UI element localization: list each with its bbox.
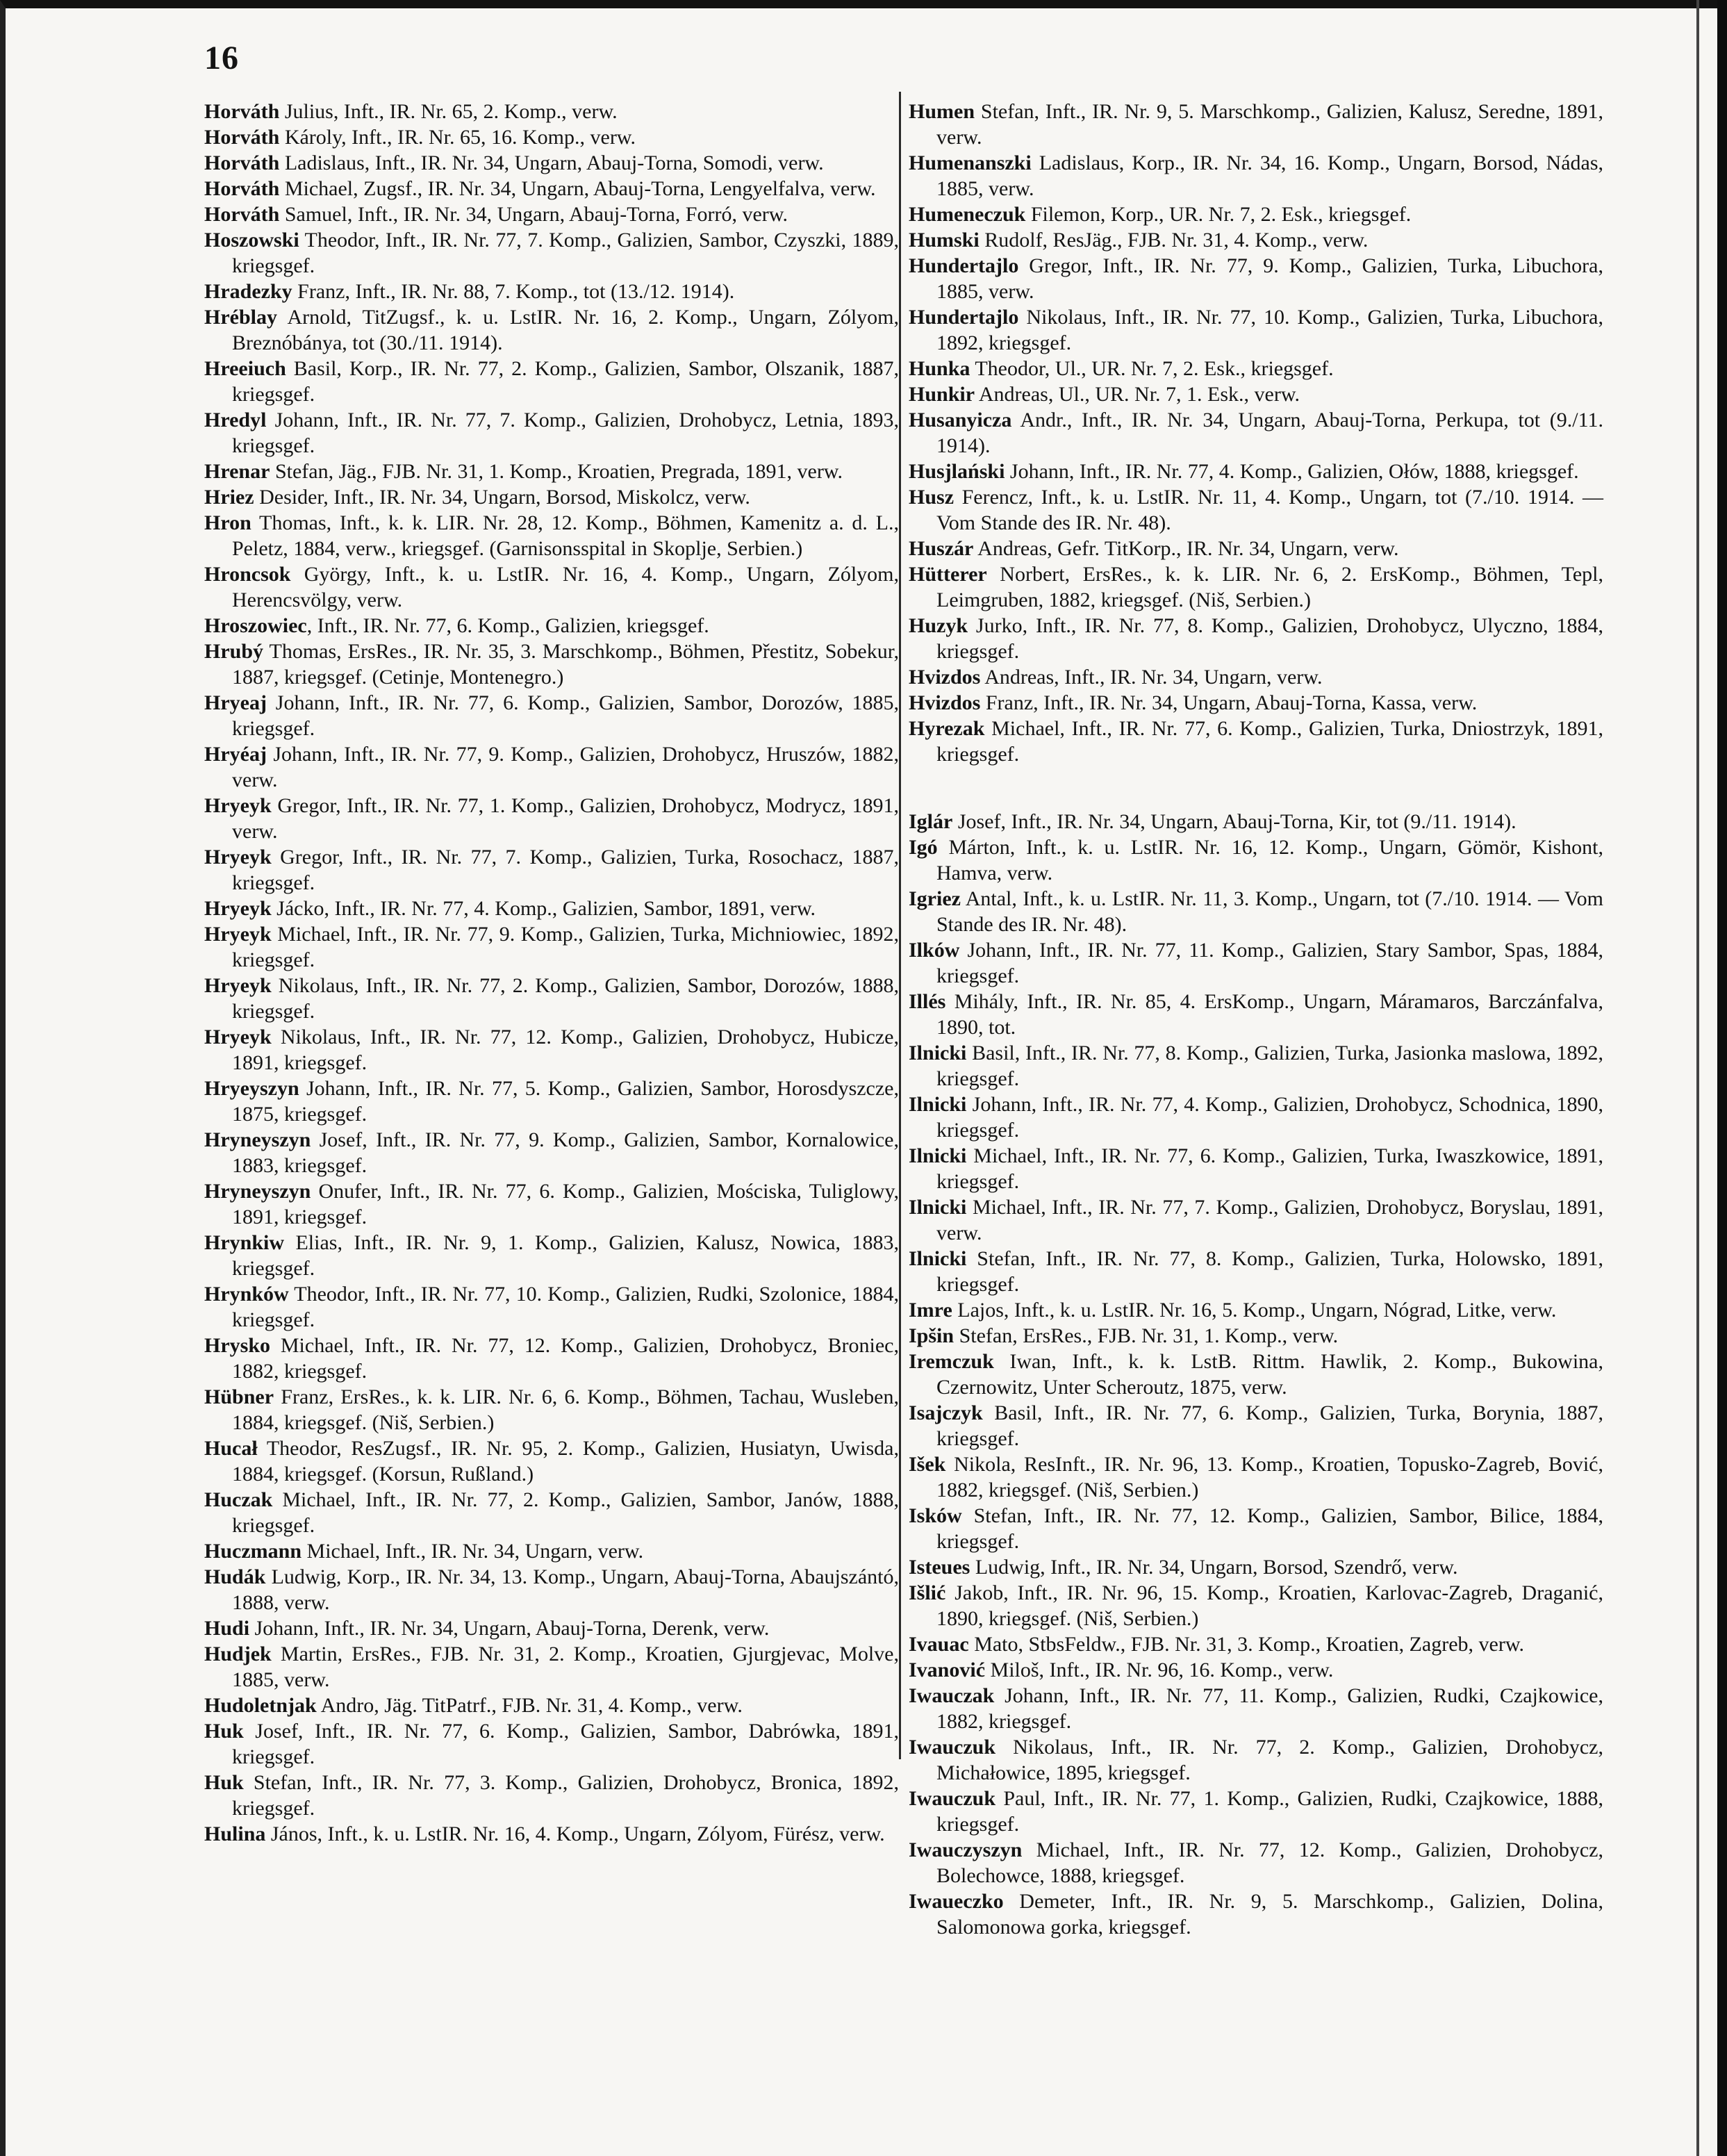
entry-details: Nikola, ResInft., IR. Nr. 96, 13. Komp., Kroatien, Topusko-Zagreb, Bović, 1882, kriegsgef. (Niš, Serbien.) — [936, 1453, 1603, 1501]
right-column — [909, 99, 1603, 1940]
list-item — [204, 1718, 899, 1770]
entry-surname: Horváth — [204, 100, 280, 123]
list-item — [204, 356, 899, 407]
entry-surname: Ivauac — [909, 1633, 969, 1656]
entry-details: Miloš, Inft., IR. Nr. 96, 16. Komp., verw. — [985, 1659, 1334, 1681]
column-divider — [899, 92, 901, 1759]
list-item — [204, 99, 899, 124]
list-item — [204, 227, 899, 279]
entry-surname: Hudák — [204, 1565, 266, 1588]
entry-surname: Iwauczak — [909, 1684, 995, 1707]
list-item — [909, 1143, 1603, 1194]
entry-details: Norbert, ErsRes., k. k. LIR. Nr. 6, 2. ErsKomp., Böhmen, Tepl, Leimgruben, 1882, kriegsgef. (Niš, Serbien.) — [936, 563, 1603, 611]
entry-details: Michael, Inft., IR. Nr. 77, 6. Komp., Galizien, Turka, Dniostrzyk, 1891, kriegsgef. — [936, 717, 1603, 766]
list-item — [909, 1554, 1603, 1580]
entry-surname: Huszár — [909, 537, 974, 560]
list-item — [909, 150, 1603, 201]
list-item — [909, 1297, 1603, 1323]
entry-surname: Hréblay — [204, 306, 277, 329]
entry-details: Stefan, Inft., IR. Nr. 9, 5. Marschkomp., Galizien, Kalusz, Seredne, 1891, verw. — [936, 100, 1603, 149]
entry-surname: Hryeyk — [204, 846, 272, 869]
list-item — [909, 304, 1603, 356]
entry-surname: Iwauczyszyn — [909, 1838, 1023, 1861]
entry-surname: Ilnicki — [909, 1247, 967, 1270]
entry-surname: Ivanović — [909, 1659, 986, 1681]
entry-surname: Hryeyszyn — [204, 1077, 299, 1100]
entry-surname: Hundertajlo — [909, 306, 1019, 329]
entry-details: Michael, Inft., IR. Nr. 34, Ungarn, verw. — [301, 1540, 644, 1563]
entry-surname: Hrenar — [204, 460, 270, 483]
list-item — [909, 381, 1603, 407]
entry-surname: Husz — [909, 486, 955, 509]
entry-surname: Humski — [909, 229, 980, 252]
entry-details: Antal, Inft., k. u. LstIR. Nr. 11, 3. Komp., Ungarn, tot (7./10. 1914. — Vom Stande des IR. Nr. 48). — [936, 887, 1603, 936]
entry-surname: Huzyk — [909, 614, 968, 637]
entry-surname: Iglár — [909, 810, 953, 833]
entry-surname: Huk — [204, 1720, 244, 1743]
entry-details: Josef, Inft., IR. Nr. 34, Ungarn, Abauj-Torna, Kir, tot (9./11. 1914). — [952, 810, 1517, 833]
entry-details: Johann, Inft., IR. Nr. 77, 11. Komp., Galizien, Stary Sambor, Spas, 1884, kriegsgef. — [936, 939, 1603, 987]
entry-surname: Hriez — [204, 486, 254, 509]
entry-details: Gregor, Inft., IR. Nr. 77, 7. Komp., Galizien, Turka, Rosochacz, 1887, kriegsgef. — [232, 846, 899, 894]
entry-details: Michael, Inft., IR. Nr. 77, 9. Komp., Galizien, Turka, Michniowiec, 1892, kriegsgef. — [232, 923, 899, 971]
list-item — [204, 639, 899, 690]
list-item — [909, 1323, 1603, 1349]
entry-surname: Hryeyk — [204, 923, 272, 946]
list-item — [204, 1770, 899, 1821]
entry-details: Michael, Inft., IR. Nr. 77, 2. Komp., Galizien, Sambor, Janów, 1888, kriegsgef. — [232, 1488, 899, 1537]
entry-details: Andr., Inft., IR. Nr. 34, Ungarn, Abauj-Torna, Perkupa, tot (9./11. 1914). — [936, 409, 1603, 457]
list-item — [909, 664, 1603, 690]
list-item — [909, 1888, 1603, 1940]
entry-surname: Ilnicki — [909, 1144, 967, 1167]
list-item — [909, 1734, 1603, 1786]
entry-surname: Ipšin — [909, 1324, 955, 1347]
list-item — [909, 690, 1603, 716]
list-item — [909, 99, 1603, 150]
list-item — [204, 1024, 899, 1076]
list-item — [204, 176, 899, 201]
entry-surname: Hryeyk — [204, 794, 272, 817]
entry-surname: Huczmann — [204, 1540, 302, 1563]
entry-surname: Husanyicza — [909, 409, 1012, 431]
entry-surname: Iremczuk — [909, 1350, 994, 1373]
scan-border-right — [1717, 0, 1727, 2156]
entry-details: , Inft., IR. Nr. 77, 6. Komp., Galizien, kriegsgef. — [306, 614, 709, 637]
entry-surname: Hredyl — [204, 409, 267, 431]
entry-details: Nikolaus, Inft., IR. Nr. 77, 2. Komp., Galizien, Drohobycz, Michałowice, 1895, kriegsgef. — [936, 1736, 1603, 1784]
entry-surname: Hreeiuch — [204, 357, 286, 380]
entry-details: Desider, Inft., IR. Nr. 34, Ungarn, Borsod, Miskolcz, verw. — [254, 486, 750, 509]
entry-surname: Hryneyszyn — [204, 1128, 311, 1151]
entry-surname: Horváth — [204, 203, 280, 226]
entry-details: Stefan, ErsRes., FJB. Nr. 31, 1. Komp., verw. — [954, 1324, 1339, 1347]
entry-surname: Hrubý — [204, 640, 264, 663]
list-item — [204, 459, 899, 484]
scan-border-line — [1696, 0, 1699, 2156]
entry-surname: Imre — [909, 1299, 952, 1322]
entry-surname: Iwauczuk — [909, 1787, 996, 1810]
list-item — [204, 1333, 899, 1384]
entry-details: Elias, Inft., IR. Nr. 9, 1. Komp., Galizien, Kalusz, Nowica, 1883, kriegsgef. — [232, 1231, 899, 1280]
entry-surname: Igó — [909, 836, 938, 859]
entry-surname: Hudjek — [204, 1643, 272, 1665]
entry-surname: Hyrezak — [909, 717, 985, 740]
entry-surname: Hunkir — [909, 383, 975, 406]
entry-surname: Hudi — [204, 1617, 250, 1640]
entry-surname: Ilnicki — [909, 1093, 967, 1116]
entry-details: Ladislaus, Inft., IR. Nr. 34, Ungarn, Abauj-Torna, Somodi, verw. — [279, 151, 824, 174]
entry-details: Ludwig, Inft., IR. Nr. 34, Ungarn, Borsod, Szendrő, verw. — [970, 1556, 1458, 1579]
entry-details: Andro, Jäg. TitPatrf., FJB. Nr. 31, 4. Komp., verw. — [316, 1694, 743, 1717]
entry-surname: Hryeyk — [204, 897, 272, 920]
entry-details: Paul, Inft., IR. Nr. 77, 1. Komp., Galizien, Rudki, Czajkowice, 1888, kriegsgef. — [936, 1787, 1603, 1836]
list-item — [909, 809, 1603, 834]
list-item — [204, 1178, 899, 1230]
entry-details: Onufer, Inft., IR. Nr. 77, 6. Komp., Galizien, Mościska, Tuliglowy, 1891, kriegsgef. — [232, 1180, 899, 1228]
entry-details: Demeter, Inft., IR. Nr. 9, 5. Marschkomp., Galizien, Dolina, Salomonowa gorka, kriegsgef. — [936, 1890, 1603, 1939]
list-item — [204, 279, 899, 304]
list-item — [204, 124, 899, 150]
entry-details: Nikolaus, Inft., IR. Nr. 77, 10. Komp., Galizien, Turka, Libuchora, 1892, kriegsgef. — [936, 306, 1603, 354]
entry-details: Franz, ErsRes., k. k. LIR. Nr. 6, 6. Komp., Böhmen, Tachau, Wusleben, 1884, kriegsgef. (Niš, Serbien.) — [232, 1385, 899, 1434]
list-item — [204, 1435, 899, 1487]
list-item — [909, 613, 1603, 664]
list-item — [909, 1451, 1603, 1503]
right-column-h-section — [909, 99, 1603, 767]
list-item — [204, 896, 899, 921]
entry-surname: Hudoletnjak — [204, 1694, 317, 1717]
entry-details: Michael, Zugsf., IR. Nr. 34, Ungarn, Abauj-Torna, Lengyelfalva, verw. — [279, 177, 876, 200]
entry-details: Stefan, Jäg., FJB. Nr. 31, 1. Komp., Kroatien, Pregrada, 1891, verw. — [270, 460, 843, 483]
entry-details: Nikolaus, Inft., IR. Nr. 77, 2. Komp., Galizien, Sambor, Dorozów, 1888, kriegsgef. — [232, 974, 899, 1023]
entry-details: Julius, Inft., IR. Nr. 65, 2. Komp., verw. — [279, 100, 618, 123]
entry-surname: Huk — [204, 1771, 244, 1794]
entry-surname: Hvizdos — [909, 691, 981, 714]
entry-surname: Hron — [204, 511, 251, 534]
entry-surname: Illés — [909, 990, 946, 1013]
list-item — [204, 1384, 899, 1435]
section-gap — [909, 767, 1603, 809]
list-item — [204, 1615, 899, 1641]
list-item — [204, 1538, 899, 1564]
entry-details: Johann, Inft., IR. Nr. 77, 11. Komp., Galizien, Rudki, Czajkowice, 1882, kriegsgef. — [936, 1684, 1603, 1733]
entry-surname: Hradezky — [204, 280, 292, 303]
entry-details: Ludwig, Korp., IR. Nr. 34, 13. Komp., Ungarn, Abauj-Torna, Abaujszántó, 1888, verw. — [232, 1565, 899, 1614]
list-item — [204, 921, 899, 973]
entry-details: Johann, Inft., IR. Nr. 77, 9. Komp., Galizien, Drohobycz, Hruszów, 1882, verw. — [232, 743, 899, 791]
entry-details: Michael, Inft., IR. Nr. 77, 12. Komp., Galizien, Drohobycz, Bolechowce, 1888, kriegsgef. — [936, 1838, 1603, 1887]
list-item — [204, 613, 899, 639]
entry-details: Thomas, Inft., k. k. LIR. Nr. 28, 12. Komp., Böhmen, Kamenitz a. d. L., Peletz, 1884, verw., kriegsgef. (Garnisonsspital in Skoplje, Serbien.) — [232, 511, 899, 560]
entry-details: Márton, Inft., k. u. LstIR. Nr. 16, 12. Komp., Ungarn, Gömör, Kishont, Hamva, verw. — [936, 836, 1603, 884]
entry-details: Josef, Inft., IR. Nr. 77, 9. Komp., Galizien, Sambor, Kornalowice, 1883, kriegsgef. — [232, 1128, 899, 1177]
entry-details: Michael, Inft., IR. Nr. 77, 6. Komp., Galizien, Turka, Iwaszkowice, 1891, kriegsgef. — [936, 1144, 1603, 1193]
list-item — [909, 1837, 1603, 1888]
entry-details: Jakob, Inft., IR. Nr. 96, 15. Komp., Kroatien, Karlovac-Zagreb, Draganić, 1890, kriegsgef. (Niš, Serbien.) — [936, 1581, 1603, 1630]
list-item — [204, 150, 899, 176]
entry-details: Johann, Inft., IR. Nr. 34, Ungarn, Abauj-Torna, Derenk, verw. — [249, 1617, 770, 1640]
entry-surname: Hryeyk — [204, 974, 272, 997]
entry-surname: Isteues — [909, 1556, 970, 1579]
entry-details: Stefan, Inft., IR. Nr. 77, 3. Komp., Galizien, Drohobycz, Bronica, 1892, kriegsgef. — [232, 1771, 899, 1820]
list-item — [909, 1503, 1603, 1554]
entry-details: Michael, Inft., IR. Nr. 77, 7. Komp., Galizien, Drohobycz, Boryslau, 1891, verw. — [936, 1196, 1603, 1244]
entry-surname: Humen — [909, 100, 975, 123]
entry-details: Károly, Inft., IR. Nr. 65, 16. Komp., verw. — [279, 126, 636, 149]
entry-details: Iwan, Inft., k. k. LstB. Rittm. Hawlik, 2. Komp., Bukowina, Czernowitz, Unter Scheroutz, 1875, verw. — [936, 1350, 1603, 1399]
list-item — [909, 886, 1603, 937]
entry-details: Martin, ErsRes., FJB. Nr. 31, 2. Komp., Kroatien, Gjurgjevac, Molve, 1885, verw. — [232, 1643, 899, 1691]
list-item — [204, 741, 899, 793]
list-item — [204, 407, 899, 459]
entry-surname: Hryneyszyn — [204, 1180, 311, 1203]
entry-details: Theodor, ResZugsf., IR. Nr. 95, 2. Komp., Galizien, Husiatyn, Uwisda, 1884, kriegsgef. (Korsun, Rußland.) — [232, 1437, 899, 1486]
entry-surname: Išlić — [909, 1581, 946, 1604]
entry-surname: Hoszowski — [204, 229, 299, 252]
entry-surname: Hryeaj — [204, 691, 267, 714]
list-item — [909, 484, 1603, 536]
list-item — [204, 793, 899, 844]
entry-surname: Ilnicki — [909, 1196, 967, 1219]
entry-details: Johann, Inft., IR. Nr. 77, 4. Komp., Galizien, Drohobycz, Schodnica, 1890, kriegsgef. — [936, 1093, 1603, 1142]
entry-details: Franz, Inft., IR. Nr. 88, 7. Komp., tot (13./12. 1914). — [292, 280, 735, 303]
list-item — [204, 1230, 899, 1281]
list-item — [909, 356, 1603, 381]
list-item — [204, 1487, 899, 1538]
entry-details: Stefan, Inft., IR. Nr. 77, 12. Komp., Galizien, Sambor, Bilice, 1884, kriegsgef. — [936, 1504, 1603, 1553]
list-item — [909, 227, 1603, 253]
list-item — [909, 1194, 1603, 1246]
list-item — [909, 1092, 1603, 1143]
entry-details: Gregor, Inft., IR. Nr. 77, 9. Komp., Galizien, Turka, Libuchora, 1885, verw. — [936, 254, 1603, 303]
entry-details: Gregor, Inft., IR. Nr. 77, 1. Komp., Galizien, Drohobycz, Modrycz, 1891, verw. — [232, 794, 899, 843]
entry-details: Lajos, Inft., k. u. LstIR. Nr. 16, 5. Komp., Ungarn, Nógrad, Litke, verw. — [952, 1299, 1557, 1322]
entry-surname: Hrynków — [204, 1283, 289, 1306]
entry-details: Ferencz, Inft., k. u. LstIR. Nr. 11, 4. Komp., Ungarn, tot (7./10. 1914. — Vom Stande des IR. Nr. 48). — [936, 486, 1603, 534]
list-item — [204, 561, 899, 613]
list-item — [204, 484, 899, 510]
entry-details: Franz, Inft., IR. Nr. 34, Ungarn, Abauj-Torna, Kassa, verw. — [980, 691, 1478, 714]
entry-surname: Iwauczuk — [909, 1736, 996, 1759]
list-item — [909, 1657, 1603, 1683]
entry-details: Theodor, Inft., IR. Nr. 77, 10. Komp., Galizien, Rudki, Szolonice, 1884, kriegsgef. — [232, 1283, 899, 1331]
entry-details: Johann, Inft., IR. Nr. 77, 7. Komp., Galizien, Drohobycz, Letnia, 1893, kriegsgef. — [232, 409, 899, 457]
list-item — [204, 690, 899, 741]
list-item — [204, 1127, 899, 1178]
list-item — [909, 1246, 1603, 1297]
list-item — [909, 201, 1603, 227]
list-item — [204, 1564, 899, 1615]
list-item — [909, 1786, 1603, 1837]
list-item — [204, 201, 899, 227]
entry-details: Andreas, Gefr. TitKorp., IR. Nr. 34, Ungarn, verw. — [973, 537, 1399, 560]
list-item — [204, 1641, 899, 1693]
entry-surname: Hübner — [204, 1385, 274, 1408]
entry-surname: Huczak — [204, 1488, 273, 1511]
list-item — [204, 1693, 899, 1718]
entry-details: Ladislaus, Korp., IR. Nr. 34, 16. Komp., Ungarn, Borsod, Nádas, 1885, verw. — [936, 151, 1603, 200]
entry-surname: Hroncsok — [204, 563, 291, 586]
entry-details: Mihály, Inft., IR. Nr. 85, 4. ErsKomp., Ungarn, Máramaros, Barczánfalva, 1890, tot. — [936, 990, 1603, 1039]
entry-surname: Igriez — [909, 887, 961, 910]
entry-surname: Horváth — [204, 151, 280, 174]
entry-details: Mato, StbsFeldw., FJB. Nr. 31, 3. Komp., Kroatien, Zagreb, verw. — [968, 1633, 1525, 1656]
entry-details: János, Inft., k. u. LstIR. Nr. 16, 4. Komp., Ungarn, Zólyom, Fürész, verw. — [265, 1822, 885, 1845]
entry-details: Filemon, Korp., UR. Nr. 7, 2. Esk., kriegsgef. — [1025, 203, 1412, 226]
page-number: 16 — [204, 40, 239, 76]
entry-details: Johann, Inft., IR. Nr. 77, 6. Komp., Galizien, Sambor, Dorozów, 1885, kriegsgef. — [232, 691, 899, 740]
list-item — [909, 1040, 1603, 1092]
entry-surname: Husjlański — [909, 460, 1005, 483]
entry-surname: Hunka — [909, 357, 970, 380]
entry-surname: Horváth — [204, 126, 280, 149]
entry-surname: Humenanszki — [909, 151, 1032, 174]
right-column-i-section — [909, 809, 1603, 1940]
list-item — [909, 937, 1603, 989]
entry-details: Andreas, Ul., UR. Nr. 7, 1. Esk., verw. — [975, 383, 1300, 406]
entry-surname: Ilków — [909, 939, 960, 962]
entry-details: Stefan, Inft., IR. Nr. 77, 8. Komp., Galizien, Turka, Holowsko, 1891, kriegsgef. — [936, 1247, 1603, 1296]
entry-surname: Išek — [909, 1453, 946, 1476]
entry-surname: Horváth — [204, 177, 280, 200]
entry-details: Thomas, ErsRes., IR. Nr. 35, 3. Marschkomp., Böhmen, Přestitz, Sobekur, 1887, kriegsgef. (Cetinje, Montenegro.) — [232, 640, 899, 689]
list-item — [909, 407, 1603, 459]
list-item — [909, 1631, 1603, 1657]
entry-details: Nikolaus, Inft., IR. Nr. 77, 12. Komp., Galizien, Drohobycz, Hubicze, 1891, kriegsgef. — [232, 1026, 899, 1074]
list-item — [204, 1821, 899, 1847]
list-item — [909, 253, 1603, 304]
list-item — [204, 1281, 899, 1333]
entry-surname: Isajczyk — [909, 1401, 983, 1424]
entry-surname: Iwaueczko — [909, 1890, 1004, 1913]
entry-details: Jácko, Inft., IR. Nr. 77, 4. Komp., Galizien, Sambor, 1891, verw. — [271, 897, 816, 920]
entry-surname: Ilnicki — [909, 1042, 967, 1064]
entry-surname: Hucał — [204, 1437, 258, 1460]
entry-details: Theodor, Ul., UR. Nr. 7, 2. Esk., kriegsgef. — [970, 357, 1334, 380]
entry-details: Rudolf, ResJäg., FJB. Nr. 31, 4. Komp., verw. — [979, 229, 1369, 252]
entry-surname: Hulina — [204, 1822, 266, 1845]
entry-surname: Hvizdos — [909, 666, 981, 689]
entry-details: Johann, Inft., IR. Nr. 77, 5. Komp., Galizien, Sambor, Horosdyszcze, 1875, kriegsgef. — [232, 1077, 899, 1126]
list-item — [204, 1076, 899, 1127]
list-item — [909, 1580, 1603, 1631]
entry-details: Basil, Inft., IR. Nr. 77, 6. Komp., Galizien, Turka, Borynia, 1887, kriegsgef. — [936, 1401, 1603, 1450]
entry-details: György, Inft., k. u. LstIR. Nr. 16, 4. Komp., Ungarn, Zólyom, Herencsvölgy, verw. — [232, 563, 899, 611]
list-item — [909, 1349, 1603, 1400]
entry-surname: Hrysko — [204, 1334, 271, 1357]
list-item — [909, 536, 1603, 561]
entry-details: Theodor, Inft., IR. Nr. 77, 7. Komp., Galizien, Sambor, Czyszki, 1889, kriegsgef. — [232, 229, 899, 277]
entry-details: Arnold, TitZugsf., k. u. LstIR. Nr. 16, 2. Komp., Ungarn, Zólyom, Breznóbánya, tot (30./11. 1914). — [232, 306, 899, 354]
list-item — [204, 844, 899, 896]
left-column — [204, 99, 899, 1847]
list-item — [909, 989, 1603, 1040]
entry-surname: Hütterer — [909, 563, 987, 586]
list-item — [204, 304, 899, 356]
entry-details: Basil, Korp., IR. Nr. 77, 2. Komp., Galizien, Sambor, Olszanik, 1887, kriegsgef. — [232, 357, 899, 406]
entry-surname: Hroszowiec — [204, 614, 307, 637]
list-item — [909, 561, 1603, 613]
list-item — [909, 1683, 1603, 1734]
entry-surname: Hrynkiw — [204, 1231, 285, 1254]
entry-details: Josef, Inft., IR. Nr. 77, 6. Komp., Galizien, Sambor, Dabrówka, 1891, kriegsgef. — [232, 1720, 899, 1768]
entry-surname: Hryéaj — [204, 743, 267, 766]
list-item — [909, 834, 1603, 886]
entry-details: Samuel, Inft., IR. Nr. 34, Ungarn, Abauj-Torna, Forró, verw. — [279, 203, 788, 226]
entry-surname: Hryeyk — [204, 1026, 272, 1048]
list-item — [909, 459, 1603, 484]
entry-surname: Humeneczuk — [909, 203, 1026, 226]
entry-details: Johann, Inft., IR. Nr. 77, 4. Komp., Galizien, Ołów, 1888, kriegsgef. — [1005, 460, 1579, 483]
list-item — [204, 510, 899, 561]
entry-details: Jurko, Inft., IR. Nr. 77, 8. Komp., Galizien, Drohobycz, Ulyczno, 1884, kriegsgef. — [936, 614, 1603, 663]
entry-surname: Hundertajlo — [909, 254, 1019, 277]
list-item — [909, 1400, 1603, 1451]
list-item — [204, 973, 899, 1024]
entry-details: Basil, Inft., IR. Nr. 77, 8. Komp., Galizien, Turka, Jasionka maslowa, 1892, kriegsgef. — [936, 1042, 1603, 1090]
entry-details: Andreas, Inft., IR. Nr. 34, Ungarn, verw. — [980, 666, 1323, 689]
entry-surname: Isków — [909, 1504, 962, 1527]
entry-details: Michael, Inft., IR. Nr. 77, 12. Komp., Galizien, Drohobycz, Broniec, 1882, kriegsgef. — [232, 1334, 899, 1383]
list-item — [909, 716, 1603, 767]
